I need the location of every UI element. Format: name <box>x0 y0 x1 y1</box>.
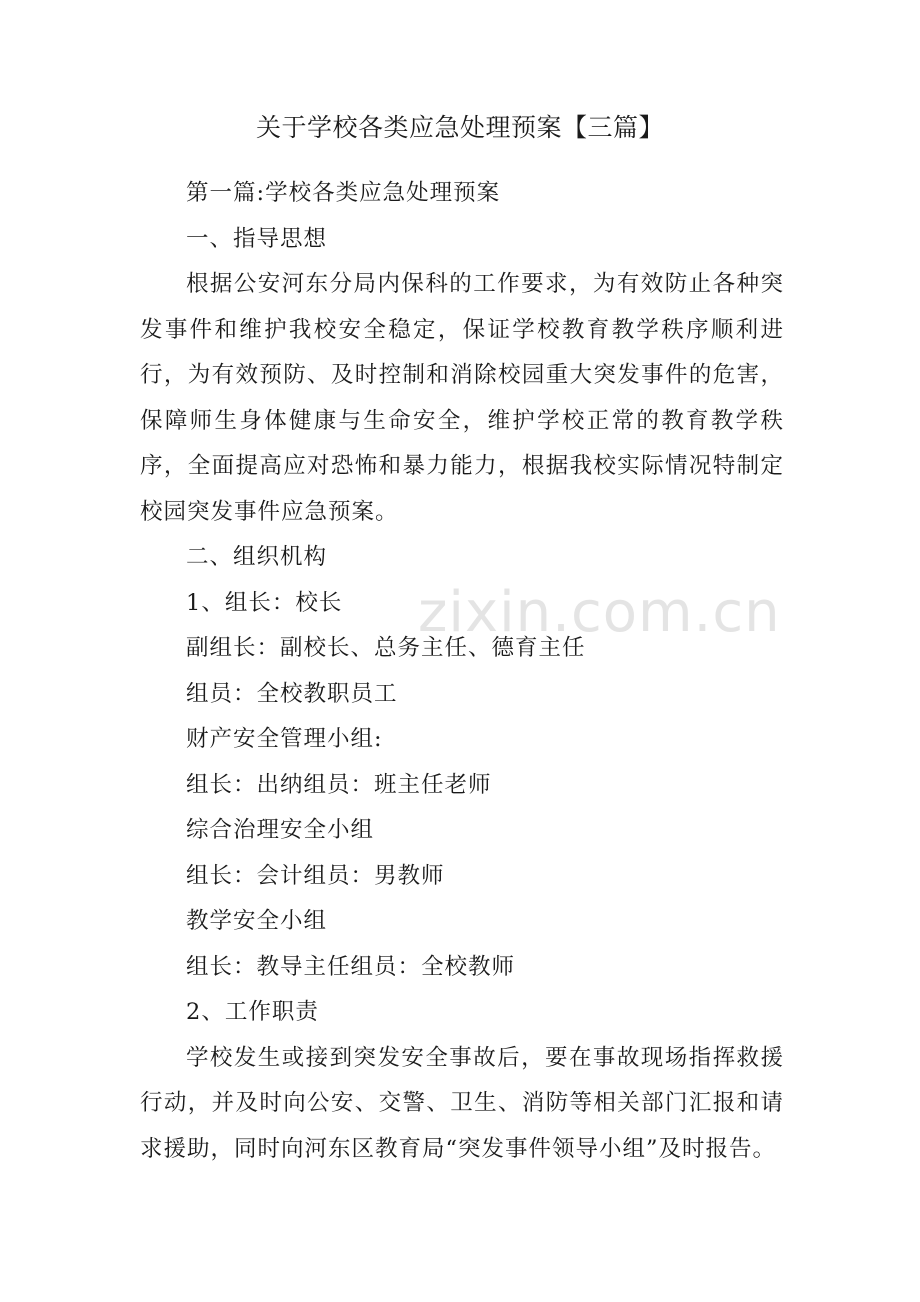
paragraph-duties: 学校发生或接到突发安全事故后，要在事故现场指挥救援行动，并及时向公安、交警、卫生、消防等相关部门汇报和请求援助，同时向河东区教育局“突发事件领导小组”及时报告。 <box>140 1044 784 1162</box>
watermark: zixin.com.cn <box>418 580 781 645</box>
document-title: 关于学校各类应急处理预案【三篇】 <box>255 113 664 142</box>
org-line-deputy-leader: 副组长：副校长、总务主任、德育主任 <box>186 635 586 661</box>
section-heading-guiding-ideology: 一、指导思想 <box>186 225 328 252</box>
org-line-members: 组员：全校教职员工 <box>186 680 398 707</box>
section-heading-duties: 2、工作职责 <box>186 999 319 1025</box>
org-line-governance-group: 综合治理安全小组 <box>186 817 375 843</box>
paragraph-guiding-ideology: 根据公安河东分局内保科的工作要求，为有效防止各种突发事件和维护我校安全稳定，保证学校教育教学秩序顺利进行，为有效预防、及时控制和消除校园重大突发事件的危害，保障师生身体健康与生命安全，维护学校正常的教育教学秩序，全面提高应对恐怖和暴力能力，根据我校实际情况特制定校园突发事件应急预案。 <box>140 271 784 525</box>
org-line-property-group: 财产安全管理小组: <box>186 726 383 752</box>
section-heading-organization: 二、组织机构 <box>186 544 328 570</box>
org-line-governance-group-roles: 组长：会计组员：男教师 <box>186 862 445 889</box>
org-line-property-group-roles: 组长：出纳组员：班主任老师 <box>186 771 492 798</box>
org-line-teaching-group-roles: 组长：教导主任组员：全校教师 <box>186 953 516 980</box>
part-title: 第一篇:学校各类应急处理预案 <box>186 180 501 206</box>
org-line-teaching-group: 教学安全小组 <box>186 908 328 934</box>
org-line-leader: 1、组长：校长 <box>186 589 343 616</box>
document-body <box>140 171 784 1172</box>
